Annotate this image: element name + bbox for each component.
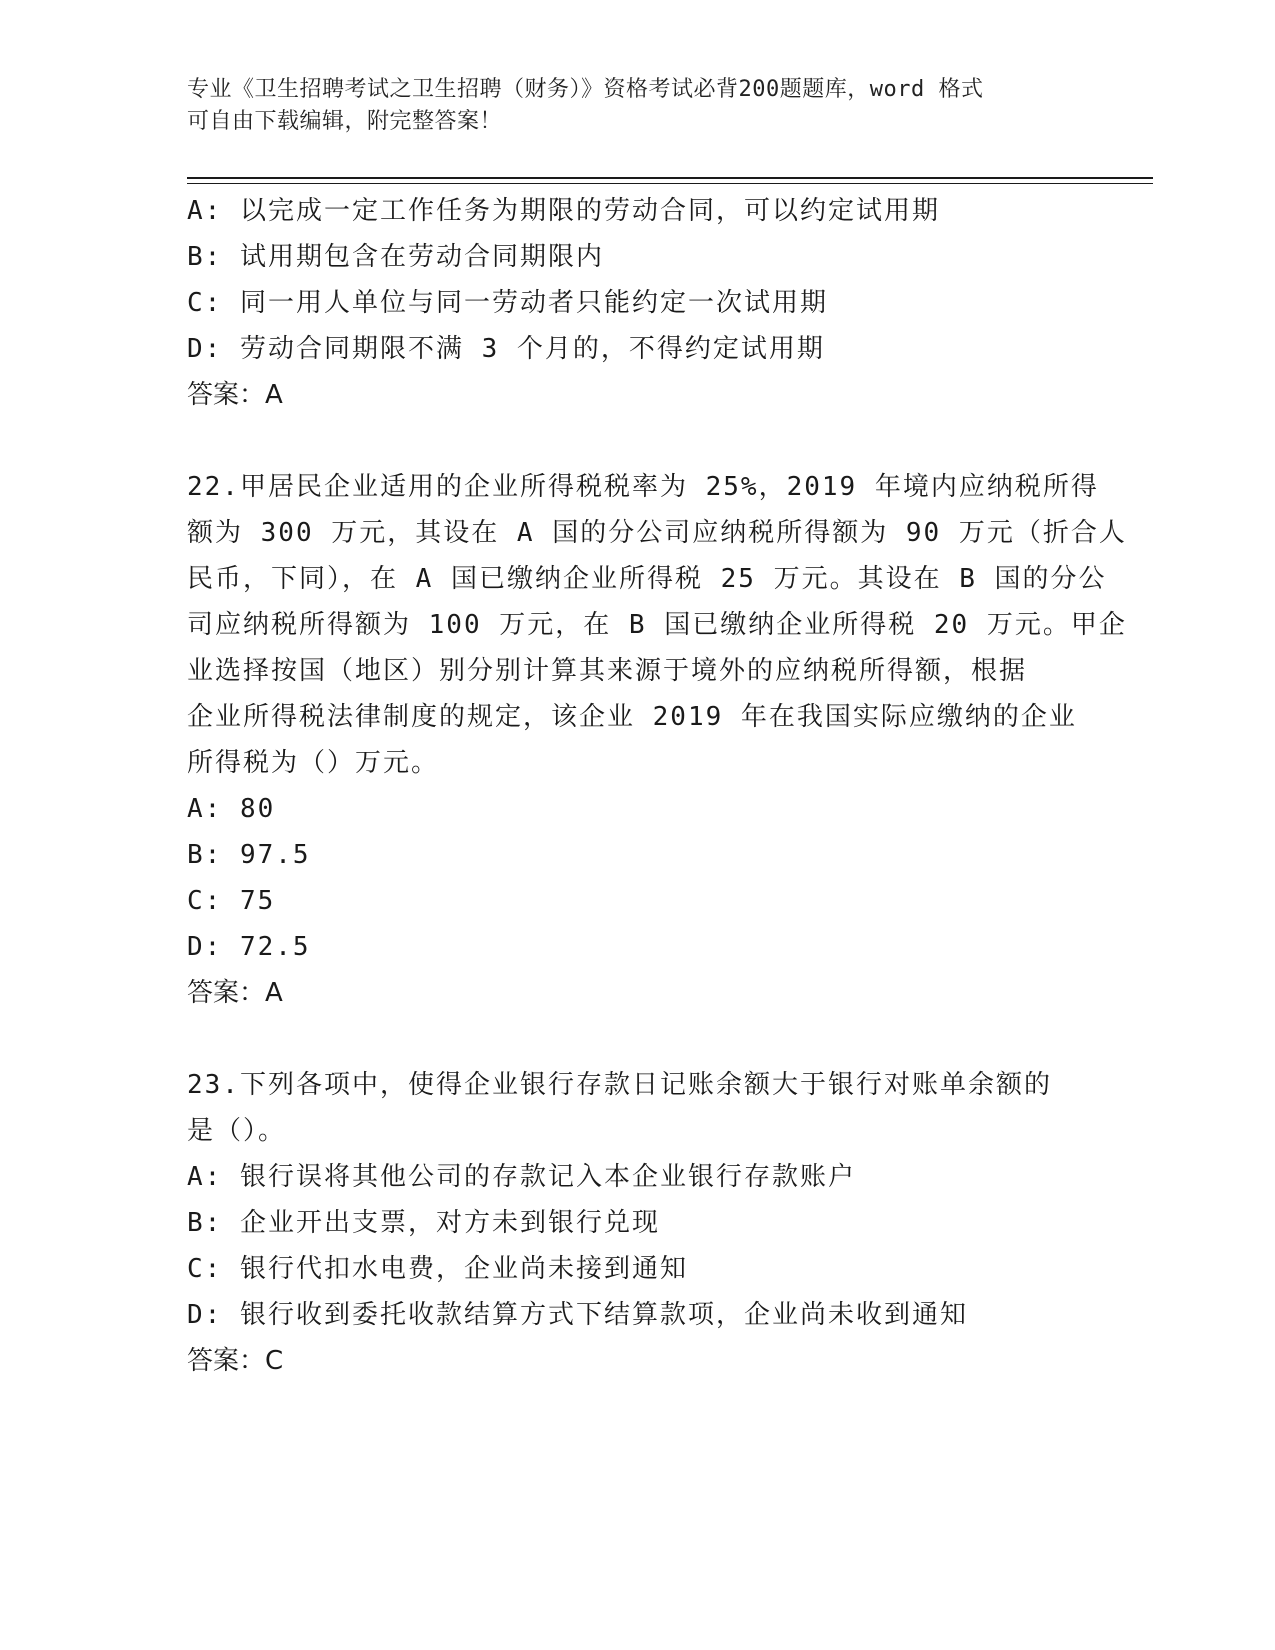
question-text-line: 民币，下同），在 A 国已缴纳企业所得税 25 万元。其设在 B 国的分公 — [187, 564, 1107, 594]
question-21 — [187, 188, 1077, 418]
question-text-line: 司应纳税所得额为 100 万元，在 B 国已缴纳企业所得税 20 万元。甲企 — [187, 610, 1127, 640]
answer: 答案：C — [187, 1346, 284, 1376]
question-22 — [187, 464, 1127, 1016]
question-text-line: 企业所得税法律制度的规定，该企业 2019 年在我国实际应缴纳的企业 — [187, 702, 1077, 732]
option-d: D: 劳动合同期限不满 3 个月的，不得约定试用期 — [187, 334, 825, 364]
question-text-line: 所得税为（）万元。 — [187, 748, 440, 778]
option-a: A: 以完成一定工作任务为期限的劳动合同，可以约定试用期 — [187, 196, 940, 226]
option-a: A: 银行误将其他公司的存款记入本企业银行存款账户 — [187, 1162, 856, 1192]
spacer — [187, 418, 1077, 464]
option-a: A: 80 — [187, 794, 276, 824]
question-text-line: 业选择按国（地区）别分别计算其来源于境外的应纳税所得额，根据 — [187, 656, 1028, 686]
header-title-line-2: 可自由下载编辑，附完整答案！ — [187, 109, 503, 134]
document-body — [187, 188, 1127, 1384]
spacer — [187, 1016, 1077, 1062]
option-b: B: 试用期包含在劳动合同期限内 — [187, 242, 604, 272]
option-c: C: 银行代扣水电费，企业尚未接到通知 — [187, 1254, 688, 1284]
page-header — [187, 74, 1067, 138]
answer: 答案：A — [187, 380, 283, 410]
header-divider — [187, 177, 1153, 184]
answer: 答案：A — [187, 978, 283, 1008]
option-b: B: 97.5 — [187, 840, 311, 870]
option-c: C: 75 — [187, 886, 276, 916]
question-text-line: 22.甲居民企业适用的企业所得税税率为 25%，2019 年境内应纳税所得 — [187, 472, 1099, 502]
header-title-line-1: 专业《卫生招聘考试之卫生招聘（财务）》资格考试必背200题题库，word 格式 — [187, 77, 984, 102]
question-23 — [187, 1062, 1077, 1384]
question-text-line: 23.下列各项中，使得企业银行存款日记账余额大于银行对账单余额的 — [187, 1070, 1052, 1100]
question-text-line: 是（）。 — [187, 1116, 287, 1146]
question-text-line: 额为 300 万元，其设在 A 国的分公司应纳税所得额为 90 万元（折合人 — [187, 518, 1127, 548]
option-d: D: 72.5 — [187, 932, 311, 962]
option-b: B: 企业开出支票，对方未到银行兑现 — [187, 1208, 660, 1238]
option-c: C: 同一用人单位与同一劳动者只能约定一次试用期 — [187, 288, 828, 318]
option-d: D: 银行收到委托收款结算方式下结算款项，企业尚未收到通知 — [187, 1300, 968, 1330]
